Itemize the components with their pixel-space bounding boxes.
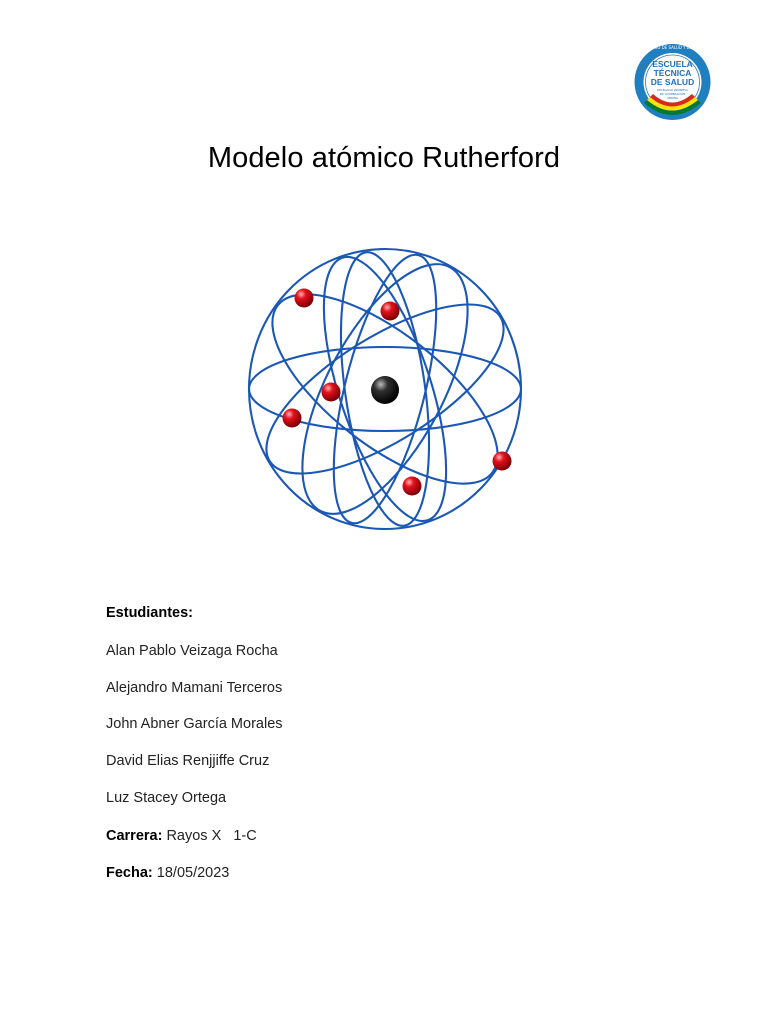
career-line	[106, 828, 257, 844]
rutherford-atom-icon	[243, 243, 527, 535]
career-label: Carrera:	[106, 828, 163, 844]
nucleus	[371, 376, 399, 404]
electron	[381, 302, 400, 321]
student-name: John Abner García Morales	[106, 716, 283, 732]
electron	[295, 289, 314, 308]
logo-line-2: TÉCNICA	[653, 68, 692, 78]
date-value: 18/05/2023	[156, 865, 230, 881]
date-label: Fecha:	[106, 865, 153, 881]
logo-sub-1: DELEGADO JAPONESA	[657, 88, 688, 92]
logo-sub-3: ANDINA	[667, 96, 678, 100]
atom-illustration	[243, 243, 527, 535]
electron	[283, 409, 302, 428]
page-title: Modelo atómico Rutherford	[207, 142, 561, 174]
logo-line-1: ESCUELA	[652, 59, 693, 69]
logo-line-3: DE SALUD	[650, 77, 695, 87]
date-line	[106, 865, 229, 881]
student-name: Alan Pablo Veizaga Rocha	[106, 643, 278, 659]
students-label: Estudiantes:	[106, 605, 194, 621]
electron	[493, 452, 512, 471]
school-logo-seal-icon	[632, 41, 713, 124]
career-value: Rayos X 1-C	[166, 828, 257, 844]
student-name: Luz Stacey Ortega	[106, 790, 227, 806]
students-heading	[106, 605, 193, 621]
logo-sub-2: DE COOPERACIÓN	[659, 92, 686, 96]
logo-ring-text: MINISTERIO DE SALUD Y DEPORTES	[636, 45, 709, 50]
student-name: Alejandro Mamani Terceros	[106, 680, 283, 696]
student-name: David Elias Renjjiffe Cruz	[106, 753, 270, 769]
electron	[403, 477, 422, 496]
school-logo	[632, 41, 713, 124]
electron	[322, 383, 341, 402]
